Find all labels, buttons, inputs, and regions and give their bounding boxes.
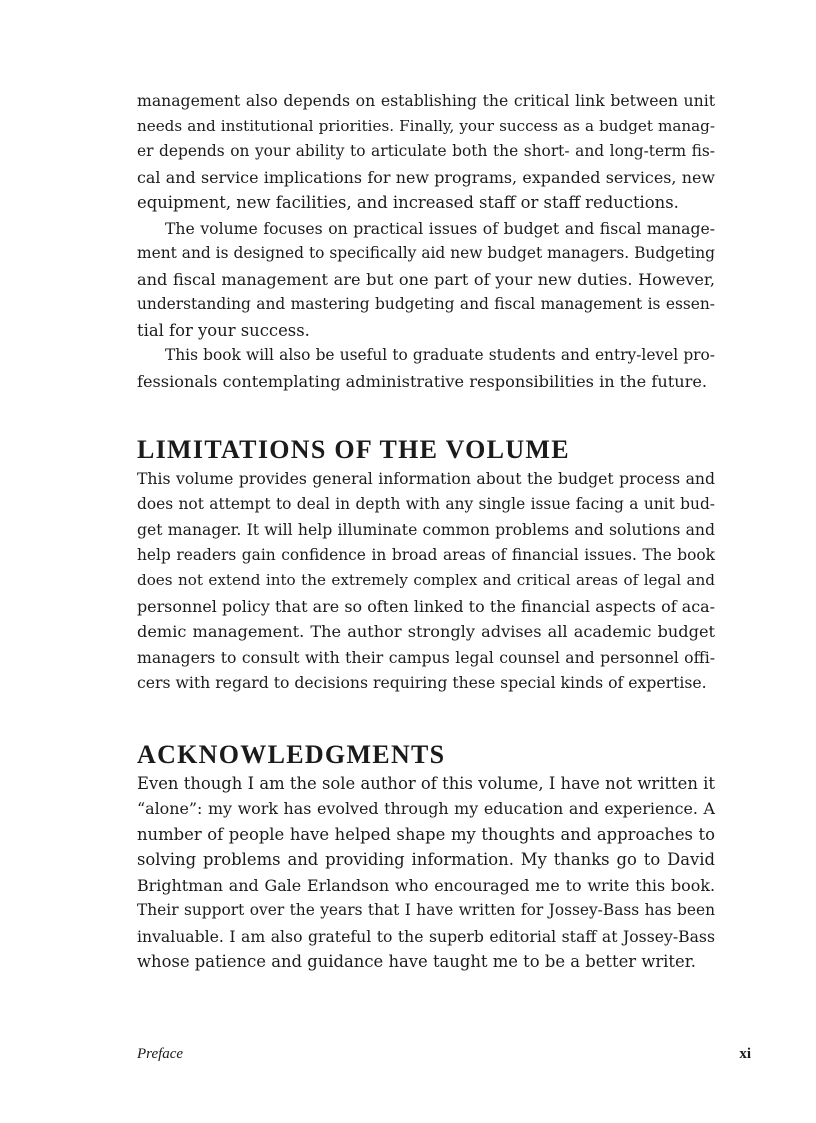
intro-paragraph-3 bbox=[137, 343, 715, 394]
text-line: number of people have helped shape my thoughts and approaches to bbox=[137, 824, 715, 844]
section-heading-limitations: LIMITATIONS OF THE VOLUME bbox=[137, 435, 570, 464]
text-line: Brightman and Gale Erlandson who encouraged me to write this book. bbox=[137, 875, 715, 895]
text-line: whose patience and guidance have taught me to be a better writer. bbox=[137, 952, 696, 971]
text-line: needs and institutional priorities. Finally, your success as a budget manag- bbox=[137, 116, 715, 135]
text-line: demic management. The author strongly advises all academic budget bbox=[137, 622, 715, 641]
text-line: and fiscal management are but one part of your new duties. However, bbox=[137, 269, 715, 289]
text-line: The volume focuses on practical issues of budget and fiscal manage- bbox=[165, 218, 715, 238]
text-line: does not extend into the extremely complex and critical areas of legal and bbox=[137, 571, 715, 589]
text-line: tial for your success. bbox=[137, 320, 310, 340]
text-line: help readers gain confidence in broad areas of financial issues. The book bbox=[137, 545, 715, 564]
text-line: does not attempt to deal in depth with any single issue facing a unit bud- bbox=[137, 494, 715, 513]
text-line: cers with regard to decisions requiring these special kinds of expertise. bbox=[137, 673, 707, 692]
text-line: solving problems and providing information. My thanks go to David bbox=[137, 850, 715, 869]
limitations-paragraph bbox=[137, 466, 715, 696]
text-line: invaluable. I am also grateful to the superb editorial staff at Jossey-Bass bbox=[137, 926, 715, 946]
intro-section bbox=[137, 88, 715, 394]
page-content bbox=[137, 88, 715, 975]
text-line: ment and is designed to specifically aid new budget managers. Budgeting bbox=[137, 244, 715, 262]
text-line: get manager. It will help illuminate common problems and solutions and bbox=[137, 520, 715, 539]
text-line: “alone”: my work has evolved through my education and experience. A bbox=[137, 799, 715, 818]
text-line: er depends on your ability to articulate both the short- and long-term fis- bbox=[137, 142, 715, 160]
text-line: This book will also be useful to graduate students and entry-level pro- bbox=[165, 346, 715, 364]
text-line: Even though I am the sole author of this volume, I have not written it bbox=[137, 773, 715, 793]
page-number: xi bbox=[739, 1046, 751, 1062]
intro-paragraph-2 bbox=[137, 216, 715, 344]
text-line: managers to consult with their campus legal counsel and personnel offi- bbox=[137, 647, 715, 667]
text-line: Their support over the years that I have written for Jossey-Bass has been bbox=[137, 901, 715, 919]
section-heading-acknowledgments: ACKNOWLEDGMENTS bbox=[137, 739, 446, 769]
acknowledgments-paragraph bbox=[137, 771, 715, 975]
text-line: This volume provides general information about the budget process and bbox=[137, 469, 715, 488]
text-line: cal and service implications for new programs, expanded services, new bbox=[137, 167, 715, 187]
text-line: understanding and mastering budgeting and fiscal management is essen- bbox=[137, 295, 715, 313]
text-line: management also depends on establishing the critical link between unit bbox=[137, 91, 715, 110]
intro-paragraph-1 bbox=[137, 88, 715, 216]
text-line: personnel policy that are so often linked to the financial aspects of aca- bbox=[137, 596, 715, 616]
text-line: equipment, new facilities, and increased staff or staff reductions. bbox=[137, 193, 679, 212]
text-line: fessionals contemplating administrative responsibilities in the future. bbox=[137, 371, 707, 391]
running-footer-section: Preface bbox=[137, 1046, 184, 1062]
